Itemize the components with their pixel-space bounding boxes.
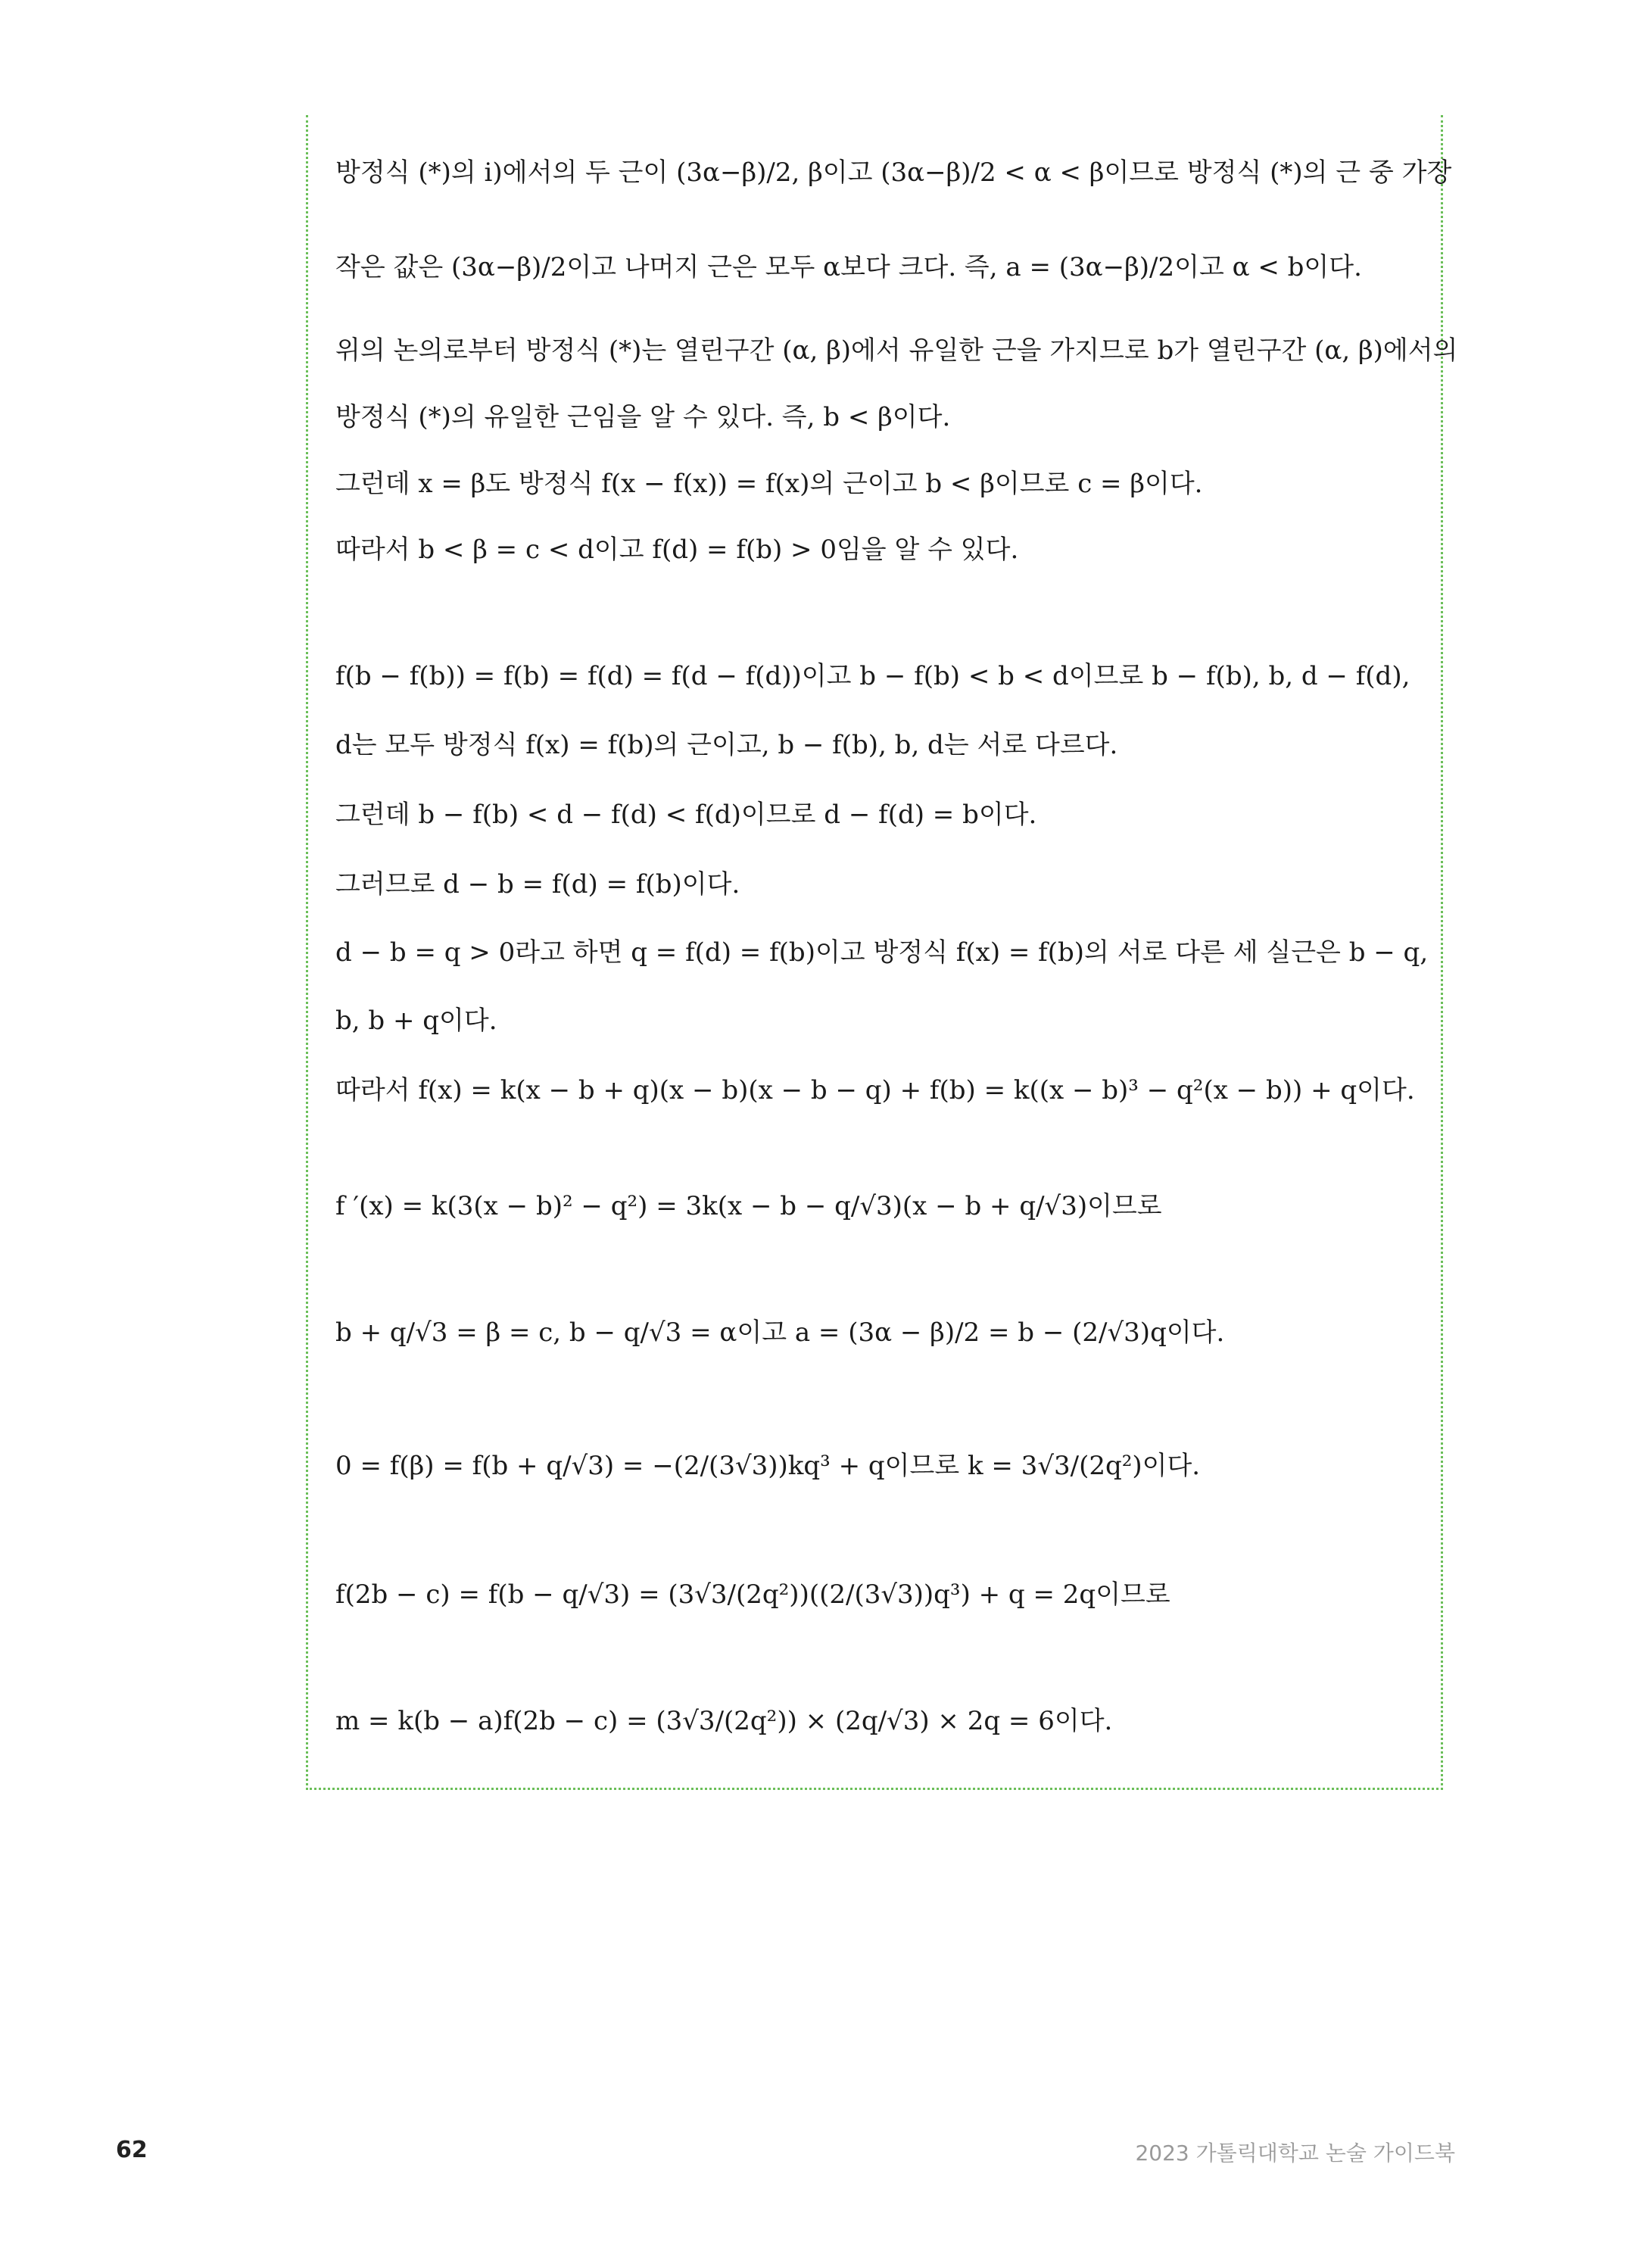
equation-line-18: m = k(b − a)f(2b − c) = (3√3/(2q²)) × (2q/√3) × 2q = 6이다. — [335, 1706, 1113, 1736]
page-number: 62 — [116, 2137, 148, 2163]
equation-line-17: f(2b − c) = f(b − q/√3) = (3√3/(2q²))((2/(3√3))q³) + q = 2q이므로 — [335, 1579, 1170, 1610]
text-line-10: 그러므로 d − b = f(d) = f(b)이다. — [335, 869, 740, 900]
equation-line-14: f ′(x) = k(3(x − b)² − q²) = 3k(x − b − q/√3)(x − b + q/√3)이므로 — [335, 1191, 1162, 1221]
text-line-2: 작은 값은 (3α−β)/2이고 나머지 근은 모두 α보다 크다. 즉, a = (3α−β)/2이고 α < b이다. — [335, 252, 1362, 282]
text-line-3: 위의 논의로부터 방정식 (*)는 열린구간 (α, β)에서 유일한 근을 가지므로 b가 열린구간 (α, β)에서의 — [335, 335, 1458, 366]
text-line-7: f(b − f(b)) = f(b) = f(d) = f(d − f(d))이고 b − f(b) < b < d이므로 b − f(b), b, d − f(d), — [335, 661, 1410, 691]
text-line-5: 그런데 x = β도 방정식 f(x − f(x)) = f(x)의 근이고 b < β이므로 c = β이다. — [335, 469, 1203, 499]
equation-line-16: 0 = f(β) = f(b + q/√3) = −(2/(3√3))kq³ + q이므로 k = 3√3/(2q²)이다. — [335, 1451, 1201, 1481]
text-line-1: 방정식 (*)의 i)에서의 두 근이 (3α−β)/2, β이고 (3α−β)/2 < α < β이므로 방정식 (*)의 근 중 가장 — [335, 157, 1452, 188]
text-line-8: d는 모두 방정식 f(x) = f(b)의 근이고, b − f(b), b, d는 서로 다르다. — [335, 730, 1118, 760]
footer-title: 2023 가톨릭대학교 논술 가이드북 — [1135, 2141, 1455, 2166]
equation-line-15: b + q/√3 = β = c, b − q/√3 = α이고 a = (3α − β)/2 = b − (2/√3)q이다. — [335, 1317, 1225, 1348]
text-line-12: b, b + q이다. — [335, 1006, 497, 1036]
text-line-11: d − b = q > 0라고 하면 q = f(d) = f(b)이고 방정식 f(x) = f(b)의 서로 다른 세 실근은 b − q, — [335, 937, 1429, 968]
text-line-4: 방정식 (*)의 유일한 근임을 알 수 있다. 즉, b < β이다. — [335, 402, 951, 432]
text-line-13: 따라서 f(x) = k(x − b + q)(x − b)(x − b − q) + f(b) = k((x − b)³ − q²(x − b)) + q이다. — [335, 1075, 1415, 1105]
text-line-9: 그런데 b − f(b) < d − f(d) < f(d)이므로 d − f(d) = b이다. — [335, 800, 1037, 830]
text-line-6: 따라서 b < β = c < d이고 f(d) = f(b) > 0임을 알 수 있다. — [335, 535, 1019, 565]
